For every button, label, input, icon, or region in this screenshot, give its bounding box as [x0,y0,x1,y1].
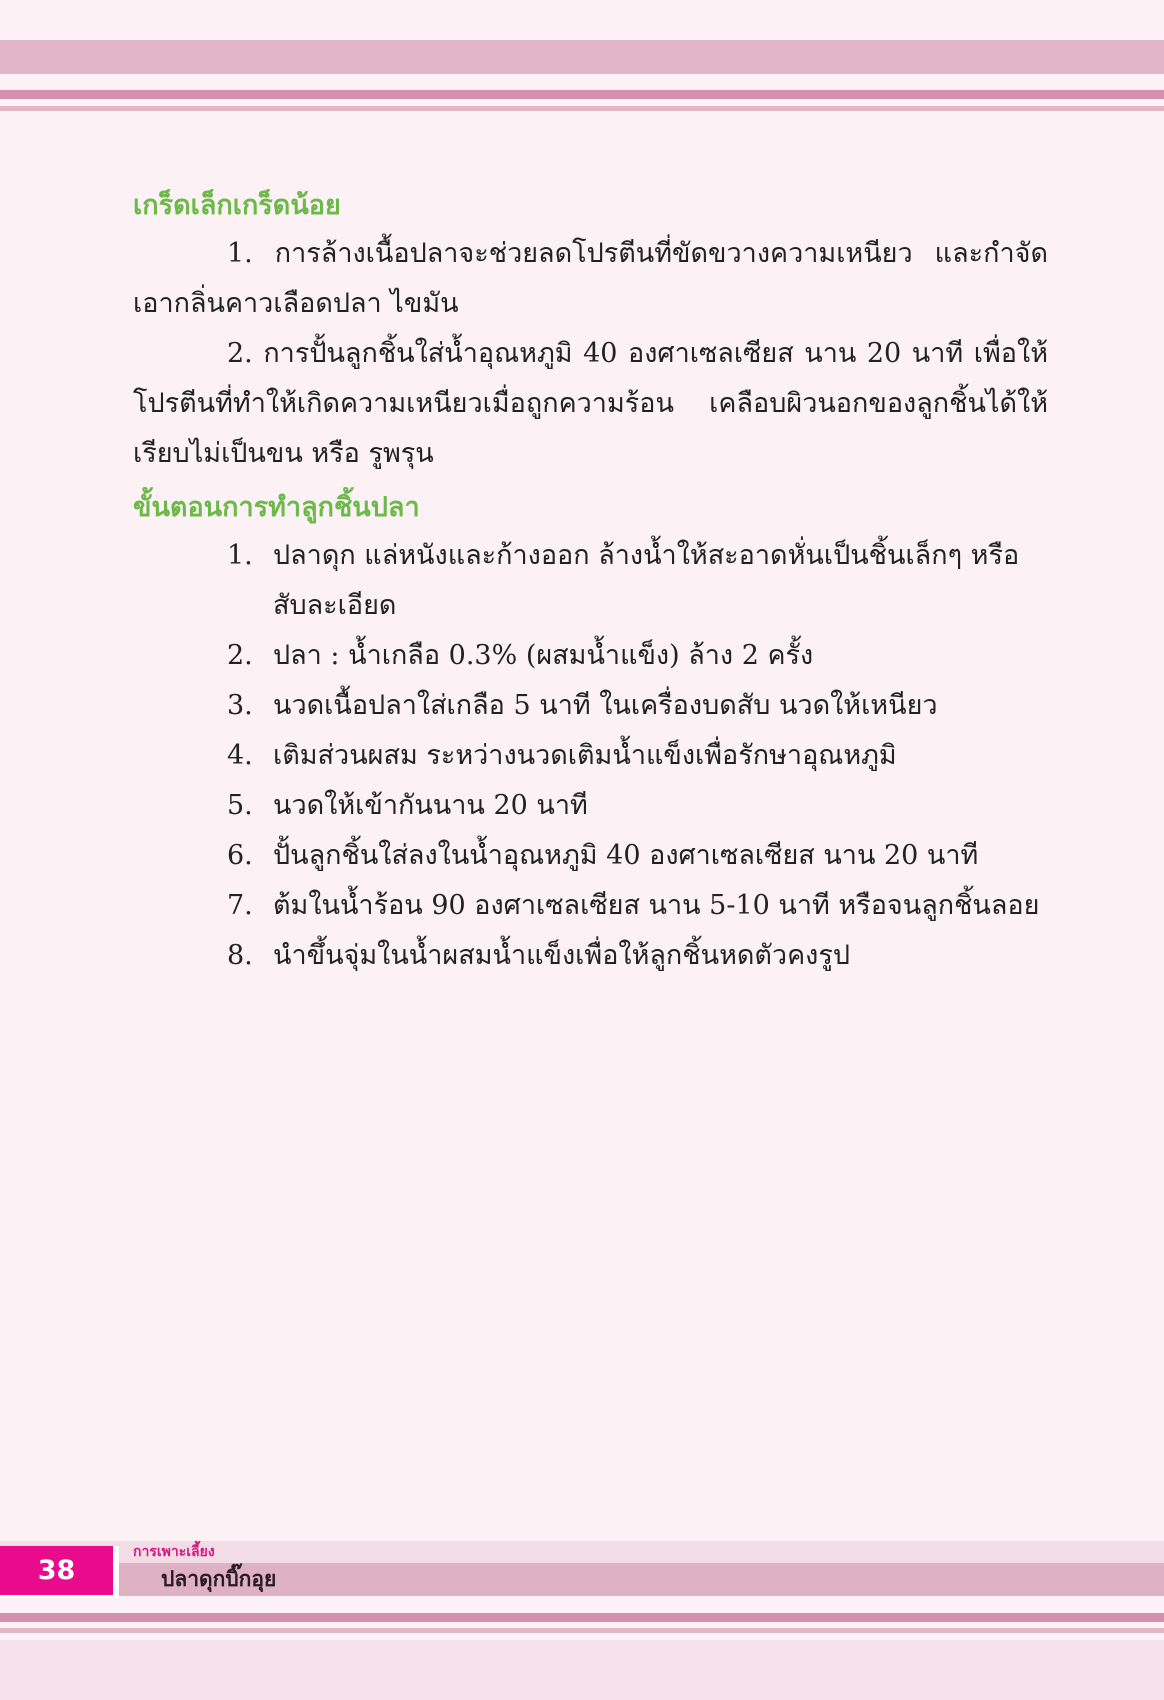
list-item [227,731,1048,781]
steps-list [133,531,1048,981]
step-text: นำขึ้นจุ่มในน้ำผสมน้ำแข็งเพื่อให้ลูกชิ้นหดตัวคงรูป [273,940,850,971]
list-item [227,931,1048,981]
step-number: 7. [227,890,253,921]
page-content [133,183,1048,981]
top-header-band [0,40,1164,74]
step-text: นวดเนื้อปลาใส่เกลือ 5 นาที ในเครื่องบดสับ นวดให้เหนียว [273,690,938,721]
bottom-margin [0,1640,1164,1700]
step-text: เติมส่วนผสม ระหว่างนวดเติมน้ำแข็งเพื่อรักษาอุณหภูมิ [273,740,897,771]
series-title: การเพาะเลี้ยง [133,1544,215,1560]
tip-paragraph-2: 2. การปั้นลูกชิ้นใส่น้ำอุณหภูมิ 40 องศาเซลเซียส นาน 20 นาที เพื่อให้โปรตีนที่ทำให้เกิดความเหนียวเมื่อถูกความร้อน เคลือบผิวนอกของลูกชิ้นได้ให้เรียบไม่เป็นขน หรือ รูพรุน [133,338,1048,469]
step-number: 5. [227,790,253,821]
top-header-thin-stripe [0,106,1164,111]
step-text: ปลา : น้ำเกลือ 0.3% (ผสมน้ำแข็ง) ล้าง 2 ครั้ง [273,640,814,671]
step-number: 4. [227,740,253,771]
list-item [227,881,1048,931]
step-text: ต้มในน้ำร้อน 90 องศาเซลเซียส นาน 5-10 นาที หรือจนลูกชิ้นลอย [273,890,1040,921]
step-number: 3. [227,690,253,721]
step-number: 2. [227,640,253,671]
list-item [227,631,1048,681]
list-item [227,831,1048,881]
step-text: นวดให้เข้ากันนาน 20 นาที [273,790,588,821]
step-text: ปลาดุก แล่หนังและก้างออก ล้างน้ำให้สะอาดหั่นเป็นชิ้นเล็กๆ หรือสับละเอียด [273,540,1020,621]
bottom-thin-stripe [0,1628,1164,1633]
tip-paragraph-1: 1. การล้างเนื้อปลาจะช่วยลดโปรตีนที่ขัดขวางความเหนียว และกำจัดเอากลิ่นคาวเลือดปลา ไขมัน [133,238,1048,319]
tips-heading: เกร็ดเล็กเกร็ดน้อย [133,190,341,221]
list-item [227,531,1048,631]
step-text: ปั้นลูกชิ้นใส่ลงในน้ำอุณหภูมิ 40 องศาเซลเซียส นาน 20 นาที [273,840,979,871]
list-item [227,681,1048,731]
step-number: 1. [227,540,253,571]
bottom-stripe [0,1613,1164,1622]
steps-heading: ขั้นตอนการทำลูกชิ้นปลา [133,492,420,523]
step-number: 8. [227,940,253,971]
top-header-stripe [0,90,1164,99]
book-title: ปลาดุกบิ๊กอุย [161,1567,277,1591]
page-number: 38 [0,1546,119,1598]
list-item [227,781,1048,831]
step-number: 6. [227,840,253,871]
